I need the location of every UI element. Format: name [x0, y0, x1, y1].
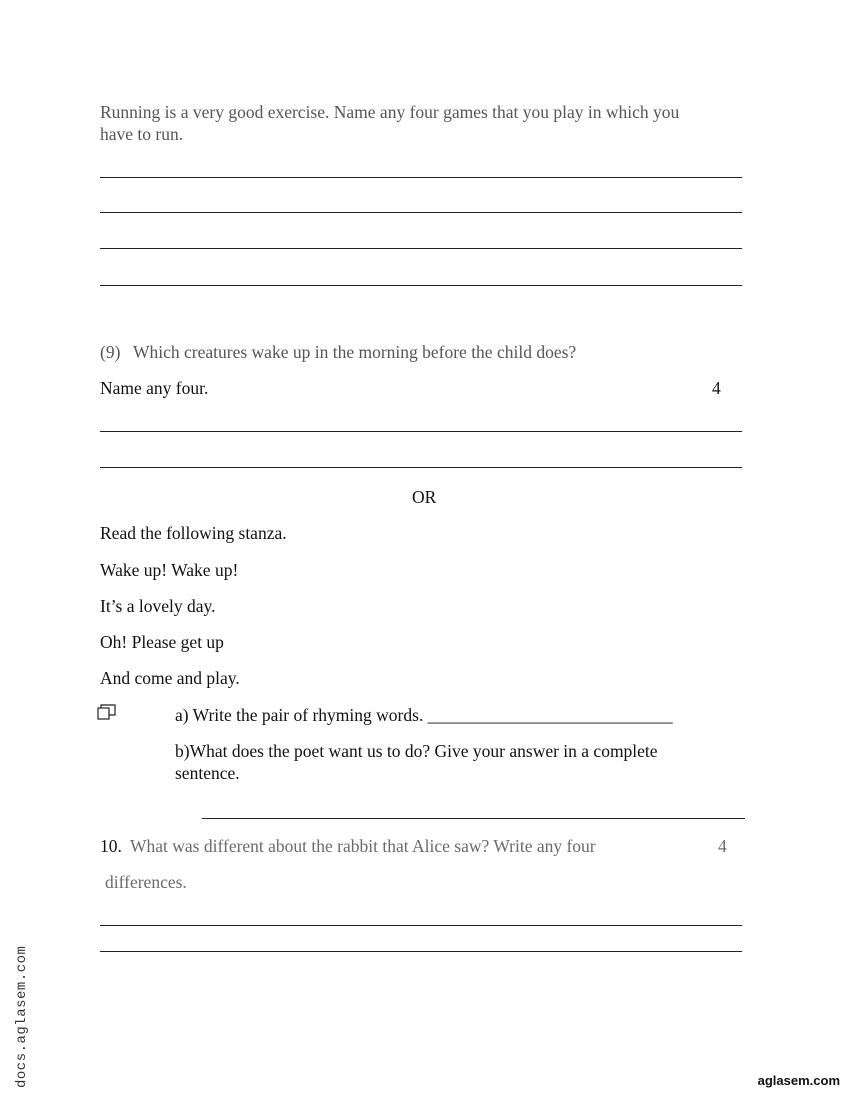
- stanza-line: And come and play.: [100, 668, 240, 688]
- answer-line: [100, 467, 742, 468]
- answer-line: [202, 818, 745, 819]
- brand-footer: aglasem.com: [757, 1073, 840, 1088]
- q10-text-line2: differences.: [105, 872, 187, 892]
- q10-text: What was different about the rabbit that Alice saw? Write any four: [130, 836, 596, 856]
- side-watermark: docs.aglasem.com: [14, 945, 30, 1088]
- answer-line: [100, 212, 742, 213]
- answer-line: [100, 431, 742, 432]
- q10-marks: 4: [718, 836, 727, 856]
- q9-marks: 4: [712, 378, 721, 398]
- answer-line: [100, 951, 742, 952]
- stanza-line: It’s a lovely day.: [100, 596, 216, 616]
- answer-line: [100, 177, 742, 178]
- running-question-line1: Running is a very good exercise. Name any four games that you play in which you: [100, 102, 680, 122]
- sub-question-b-line2: sentence.: [175, 763, 240, 783]
- q9-subtext: Name any four.: [100, 378, 209, 398]
- answer-line: [100, 248, 742, 249]
- stanza-line: Wake up! Wake up!: [100, 560, 239, 580]
- q9-number: (9): [100, 342, 121, 362]
- running-question-line2: have to run.: [100, 124, 184, 144]
- answer-line: [100, 285, 742, 286]
- checkbox-icon: [97, 704, 117, 720]
- q9-text: Which creatures wake up in the morning before the child does?: [133, 342, 577, 362]
- or-label: OR: [412, 487, 437, 507]
- q10-number: 10.: [100, 836, 122, 856]
- answer-line: [100, 925, 742, 926]
- sub-question-a: a) Write the pair of rhyming words. ____________________________: [175, 705, 673, 725]
- stanza-intro: Read the following stanza.: [100, 523, 287, 543]
- stanza-line: Oh! Please get up: [100, 632, 224, 652]
- sub-question-b-line1: b)What does the poet want us to do? Give your answer in a complete: [175, 741, 658, 761]
